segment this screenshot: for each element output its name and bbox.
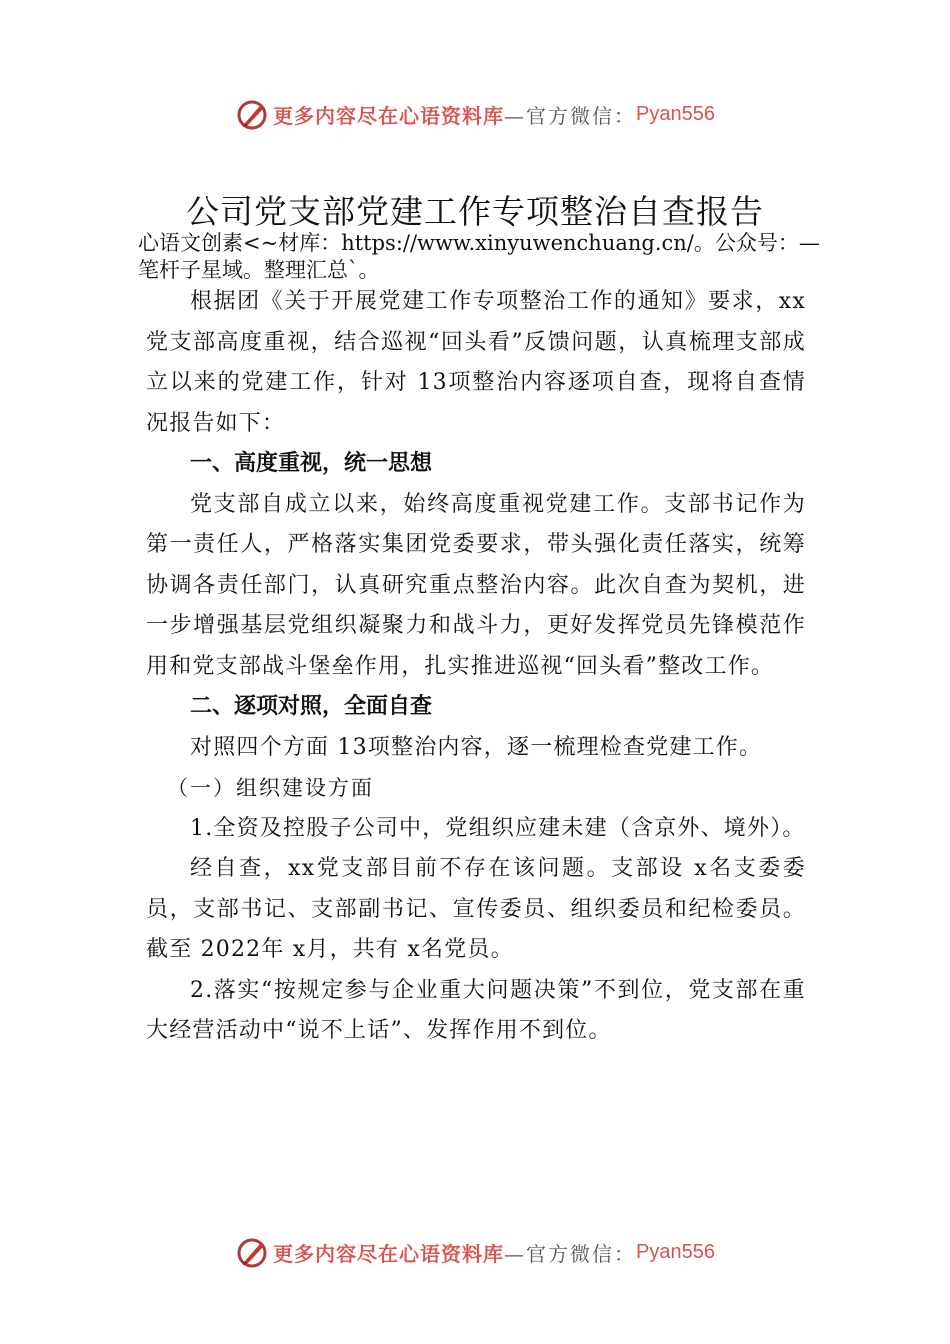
pen-logo-icon (235, 1235, 269, 1269)
paragraph: 经自查，xx党支部目前不存在该问题。支部设 x名支委委员，支部书记、支部副书记、宣传委员、组织委员和纪检委员。截至 2022年 x月，共有 x名党员。 (146, 856, 806, 962)
banner-sub-text: —官方微信： (504, 103, 637, 128)
paragraph: 党支部自成立以来，始终高度重视党建工作。支部书记作为第一责任人，严格落实集团党委要求，带头强化责任落实，统筹协调各责任部门，认真研究重点整治内容。此次自查为契机，进一步增强基层党组织凝聚力和战斗力，更好发挥党员先锋模范作用和党支部战斗堡垒作用，扎实推进巡视“回头看”整改工作。 (146, 491, 806, 679)
paragraph: 1.全资及控股子公司中，党组织应建未建（含京外、境外）。 (190, 815, 806, 841)
document-title: 公司党支部党建工作专项整治自查报告 (186, 192, 764, 231)
source-note: 心语文创素<~材库：https://www.xinyuwenchuang.cn/。公众号：—笔杆子星域。整理汇总`。 (138, 231, 820, 282)
header-banner (0, 92, 950, 136)
paragraph: 根据团《关于开展党建工作专项整治工作的通知》要求，xx党支部高度重视，结合巡视“回头看”反馈问题，认真梳理支部成立以来的党建工作，针对 13项整治内容逐项自查，现将自查情况报告如下： (146, 289, 806, 436)
banner-main-text: 更多内容尽在心语资料库 (273, 1241, 505, 1266)
paragraph: 2.落实“按规定参与企业重大问题决策”不到位，党支部在重大经营活动中“说不上话”、发挥作用不到位。 (146, 977, 806, 1043)
pen-logo-icon (235, 97, 269, 131)
banner-sub-text: —官方微信： (504, 1241, 637, 1266)
banner-wechat-id: Pyan556 (636, 102, 715, 125)
document-body (146, 282, 806, 1052)
paragraph: 对照四个方面 13项整治内容，逐一梳理检查党建工作。 (190, 734, 763, 760)
section-heading: 二、逐项对照，全面自查 (190, 694, 433, 719)
subsection-heading: （一）组织建设方面 (167, 776, 374, 800)
banner-wechat-id: Pyan556 (636, 1240, 715, 1263)
banner-main-text: 更多内容尽在心语资料库 (273, 103, 505, 128)
section-heading: 一、高度重视，统一思想 (190, 451, 433, 476)
footer-banner (0, 1230, 950, 1274)
